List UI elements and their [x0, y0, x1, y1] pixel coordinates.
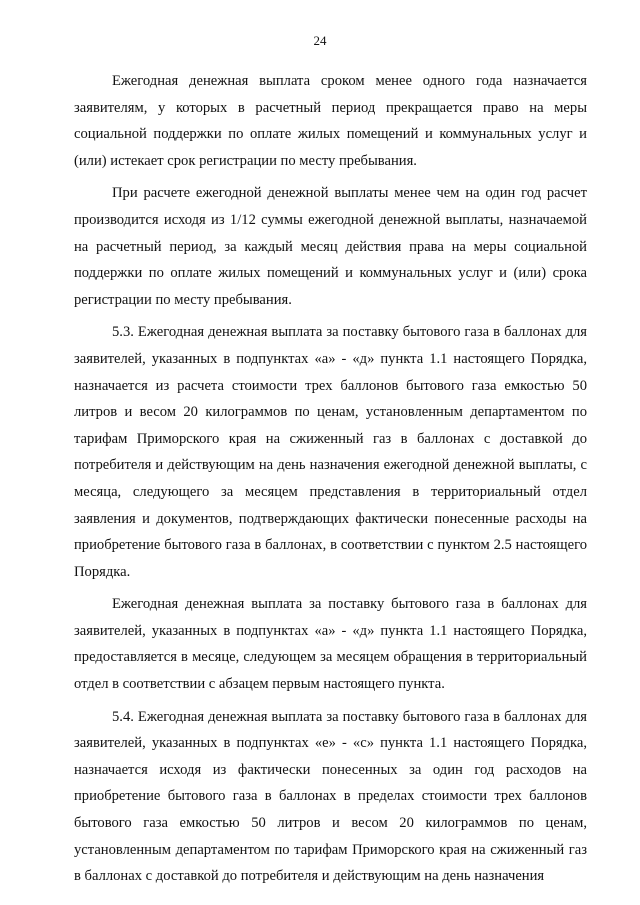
paragraph-1: Ежегодная денежная выплата сроком менее одного года назначается заявителям, у которых в расчетный период прекращается право на меры социальной поддержки по оплате жилых помещений и коммунальных услуг и (или) истекает срок регистрации по месту пребывания.: [74, 73, 587, 169]
paragraph-3-section-5-3: 5.3. Ежегодная денежная выплата за поставку бытового газа в баллонах для заявителей, указанных в подпунктах «а» - «д» пункта 1.1 настоящего Порядка, назначается из расчета стоимости трех баллонов бытового газа емкостью 50 литров и весом 20 килограммов по ценам, установленным департаментом по тарифам Приморского края на сжиженный газ в баллонах с доставкой до потребителя и действующим на день назначения ежегодной денежной выплаты, с месяца, следующего за месяцем представления в территориальный отдел заявления и документов, подтверждающих фактически понесенные расходы на приобретение бытового газа в баллонах, в соответствии с пунктом 2.5 настоящего Порядка.: [74, 324, 587, 580]
page-number: 24: [313, 33, 327, 48]
paragraph-5-section-5-4: 5.4. Ежегодная денежная выплата за поставку бытового газа в баллонах для заявителей, указанных в подпунктах «е» - «с» пункта 1.1 настоящего Порядка, назначается исходя из фактически понесенных за один год расходов на приобретение бытового газа в баллонах в пределах стоимости трех баллонов бытового газа емкостью 50 литров и весом 20 килограммов по ценам, установленным департаментом по тарифам Приморского края на сжиженный газ в баллонах с доставкой до потребителя и действующим на день назначения: [74, 708, 587, 885]
body-text: [74, 68, 587, 890]
paragraph-2: При расчете ежегодной денежной выплаты менее чем на один год расчет производится исходя из 1/12 суммы ежегодной денежной выплаты, назначаемой на расчетный период, за каждый месяц действия права на меры социальной поддержки по оплате жилых помещений и коммунальных услуг и (или) срока регистрации по месту пребывания.: [74, 185, 587, 308]
paragraph-4: Ежегодная денежная выплата за поставку бытового газа в баллонах для заявителей, указанных в подпунктах «а» - «д» пункта 1.1 настоящего Порядка, предоставляется в месяце, следующем за месяцем обращения в территориальный отдел в соответствии с абзацем первым настоящего пункта.: [74, 596, 587, 693]
